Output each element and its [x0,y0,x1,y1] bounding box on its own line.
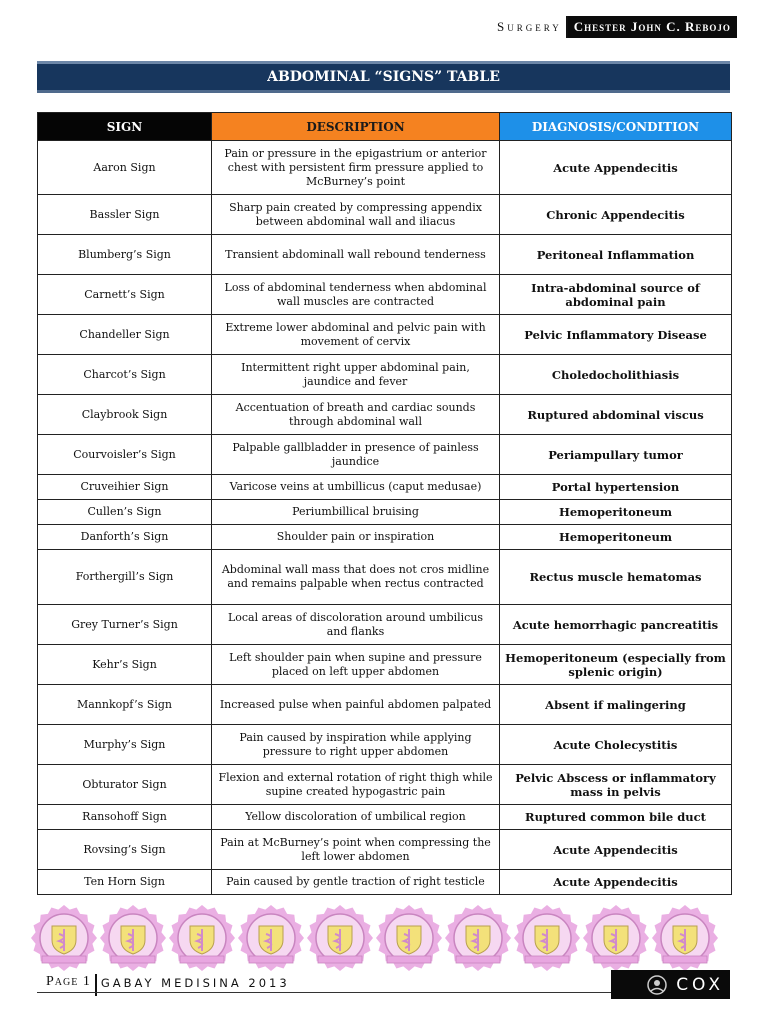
seal-watermark-row [30,904,740,976]
table-row [38,685,732,725]
description-cell: Transient abdominall wall rebound tenderness [212,235,500,275]
table-title-bar [37,64,730,93]
table-header-row [38,113,732,141]
description-cell: Pain at McBurney’s point when compressing the left lower abdomen [212,830,500,870]
sign-cell: Carnett’s Sign [38,275,212,315]
diagnosis-cell: Pelvic Abscess or inflammatory mass in pelvis [500,765,732,805]
diagnosis-cell: Ruptured common bile duct [500,805,732,830]
table-row [38,805,732,830]
description-cell: Increased pulse when painful abdomen palpated [212,685,500,725]
table-row [38,275,732,315]
seal-watermark [30,904,98,972]
emblem-icon [646,974,668,996]
table-row [38,141,732,195]
cox-logo [611,970,730,999]
diagnosis-cell: Hemoperitoneum [500,500,732,525]
diagnosis-cell: Choledocholithiasis [500,355,732,395]
seal-icon [375,904,443,972]
page-number: Page 1 [46,974,97,996]
seal-icon [99,904,167,972]
seal-icon [237,904,305,972]
description-cell: Varicose veins at umbillicus (caput medusae) [212,475,500,500]
sign-cell: Danforth’s Sign [38,525,212,550]
header-author: Chester John C. Rebojo [568,16,737,38]
description-cell: Periumbillical bruising [212,500,500,525]
column-header-description: DESCRIPTION [212,113,500,141]
description-cell: Flexion and external rotation of right thigh while supine created hypogastric pain [212,765,500,805]
abdominal-signs-table [37,112,732,895]
diagnosis-cell: Periampullary tumor [500,435,732,475]
seal-watermark [375,904,443,972]
seal-watermark [168,904,236,972]
diagnosis-cell: Portal hypertension [500,475,732,500]
diagnosis-cell: Acute Appendecitis [500,141,732,195]
diagnosis-cell: Rectus muscle hematomas [500,550,732,605]
footer-publication: GABAY MEDISINA 2013 [100,976,290,990]
seal-icon [651,904,719,972]
diagnosis-cell: Acute Appendecitis [500,830,732,870]
table-row [38,765,732,805]
sign-cell: Grey Turner’s Sign [38,605,212,645]
description-cell: Palpable gallbladder in presence of painless jaundice [212,435,500,475]
description-cell: Local areas of discoloration around umbilicus and flanks [212,605,500,645]
diagnosis-cell: Intra-abdominal source of abdominal pain [500,275,732,315]
logo-text: COX [676,974,724,995]
table-row [38,475,732,500]
description-cell: Shoulder pain or inspiration [212,525,500,550]
table-row [38,235,732,275]
diagnosis-cell: Hemoperitoneum [500,525,732,550]
sign-cell: Mannkopf’s Sign [38,685,212,725]
diagnosis-cell: Pelvic Inflammatory Disease [500,315,732,355]
table-title: ABDOMINAL “SIGNS” TABLE [267,69,500,85]
seal-watermark [99,904,167,972]
description-cell: Pain or pressure in the epigastrium or anterior chest with persistent firm pressure applied to McBurney’s point [212,141,500,195]
sign-cell: Aaron Sign [38,141,212,195]
table-row [38,395,732,435]
sign-cell: Charcot’s Sign [38,355,212,395]
seal-watermark [237,904,305,972]
sign-cell: Forthergill’s Sign [38,550,212,605]
table-row [38,435,732,475]
table-row [38,195,732,235]
header-subject: Surgery [497,16,568,38]
seal-watermark [582,904,650,972]
description-cell: Accentuation of breath and cardiac sounds through abdominal wall [212,395,500,435]
diagnosis-cell: Chronic Appendecitis [500,195,732,235]
table-row [38,525,732,550]
sign-cell: Ransohoff Sign [38,805,212,830]
seal-watermark [444,904,512,972]
sign-cell: Rovsing’s Sign [38,830,212,870]
diagnosis-cell: Ruptured abdominal viscus [500,395,732,435]
diagnosis-cell: Acute Appendecitis [500,870,732,895]
seal-icon [306,904,374,972]
column-header-diagnosis: DIAGNOSIS/CONDITION [500,113,732,141]
sign-cell: Bassler Sign [38,195,212,235]
sign-cell: Blumberg’s Sign [38,235,212,275]
table-row [38,315,732,355]
description-cell: Intermittent right upper abdominal pain, jaundice and fever [212,355,500,395]
sign-cell: Obturator Sign [38,765,212,805]
seal-icon [30,904,98,972]
sign-cell: Claybrook Sign [38,395,212,435]
table-row [38,500,732,525]
diagnosis-cell: Absent if malingering [500,685,732,725]
running-header [497,16,737,38]
column-header-sign: SIGN [38,113,212,141]
description-cell: Sharp pain created by compressing appendix between abdominal wall and iliacus [212,195,500,235]
description-cell: Yellow discoloration of umbilical region [212,805,500,830]
seal-icon [444,904,512,972]
diagnosis-cell: Acute Cholecystitis [500,725,732,765]
sign-cell: Cullen’s Sign [38,500,212,525]
description-cell: Abdominal wall mass that does not cros midline and remains palpable when rectus contracted [212,550,500,605]
description-cell: Pain caused by gentle traction of right testicle [212,870,500,895]
table-row [38,605,732,645]
sign-cell: Ten Horn Sign [38,870,212,895]
seal-watermark [651,904,719,972]
seal-icon [582,904,650,972]
diagnosis-cell: Acute hemorrhagic pancreatitis [500,605,732,645]
seal-watermark [306,904,374,972]
table-row [38,870,732,895]
sign-cell: Courvoisler’s Sign [38,435,212,475]
diagnosis-cell: Peritoneal Inflammation [500,235,732,275]
description-cell: Loss of abdominal tenderness when abdominal wall muscles are contracted [212,275,500,315]
diagnosis-cell: Hemoperitoneum (especially from splenic origin) [500,645,732,685]
table-row [38,830,732,870]
seal-watermark [513,904,581,972]
sign-cell: Chandeller Sign [38,315,212,355]
description-cell: Extreme lower abdominal and pelvic pain with movement of cervix [212,315,500,355]
table-row [38,355,732,395]
sign-cell: Cruveihier Sign [38,475,212,500]
table-row [38,645,732,685]
table-row [38,725,732,765]
seal-icon [513,904,581,972]
sign-cell: Murphy’s Sign [38,725,212,765]
seal-icon [168,904,236,972]
sign-cell: Kehr’s Sign [38,645,212,685]
table-row [38,550,732,605]
description-cell: Left shoulder pain when supine and pressure placed on left upper abdomen [212,645,500,685]
description-cell: Pain caused by inspiration while applying pressure to right upper abdomen [212,725,500,765]
